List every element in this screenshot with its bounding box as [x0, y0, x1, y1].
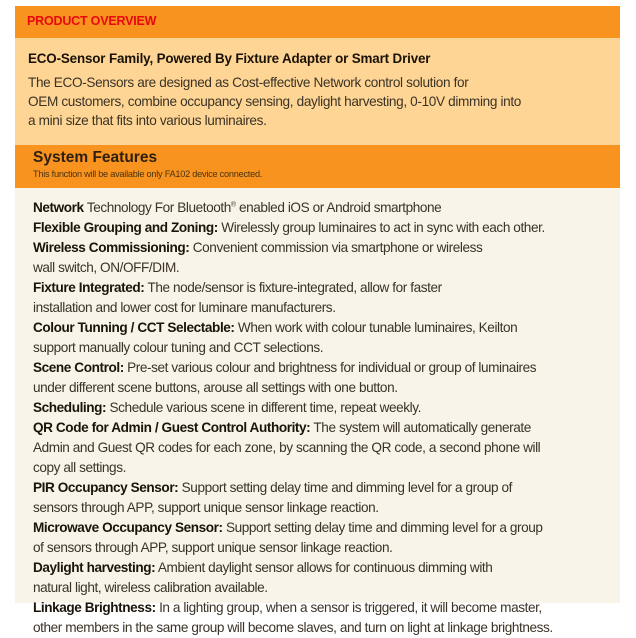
- overview-panel: [15, 38, 620, 145]
- feature-text: Admin and Guest QR codes for each zone, by scanning the QR code, a second phone will: [33, 440, 541, 455]
- feature-item-microwave-cont: [33, 538, 553, 558]
- feature-text: Pre-set various colour and brightness for individual or group of luminaires: [127, 360, 537, 375]
- product-overview-header: [15, 6, 620, 38]
- features-panel: [15, 188, 620, 635]
- feature-text: other members in the same group will become slaves, and turn on light at linkage brightness.: [33, 620, 553, 635]
- feature-label: Fixture Integrated:: [33, 280, 145, 295]
- feature-text: support manually colour tuning and CCT selections.: [33, 340, 324, 355]
- feature-item-scene: [33, 358, 553, 378]
- feature-label: Flexible Grouping and Zoning:: [33, 220, 218, 235]
- feature-item-fixture: [33, 278, 553, 298]
- feature-item-scene-cont: [33, 378, 553, 398]
- paragraph-line: The ECO-Sensors are designed as Cost-effective Network control solution for: [28, 75, 469, 90]
- feature-text: Support setting delay time and dimming level for a group: [225, 520, 543, 535]
- features-subtitle: This function will be available only FA102 device connected.: [33, 169, 263, 179]
- paragraph-line: a mini size that fits into various luminaires.: [28, 113, 267, 129]
- feature-label: Scheduling:: [33, 400, 107, 415]
- feature-item-daylight-cont: [33, 578, 553, 598]
- system-features-header: [15, 145, 620, 188]
- feature-label: Scene Control:: [33, 360, 124, 375]
- feature-text: installation and lower cost for luminare manufacturers.: [33, 300, 336, 315]
- feature-text: Technology For Bluetooth: [86, 200, 231, 215]
- feature-text: sensors through APP, support unique sensor linkage reaction.: [33, 500, 379, 515]
- feature-text: Ambient daylight sensor allows for continuous dimming with: [157, 560, 493, 575]
- feature-item-linkage: [33, 598, 553, 618]
- feature-item-linkage-cont: [33, 618, 553, 638]
- feature-text: Convenient commission via smartphone or wireless: [192, 240, 483, 255]
- feature-label: Linkage Brightness:: [33, 600, 156, 615]
- feature-text: under different scene buttons, arouse all settings with one button.: [33, 380, 398, 395]
- feature-label: Colour Tunning / CCT Selectable:: [33, 320, 235, 335]
- feature-text: In a lighting group, when a sensor is triggered, it will become master,: [159, 600, 542, 615]
- feature-item-commissioning-cont: [33, 258, 553, 278]
- feature-text: Schedule various scene in different time, repeat weekly.: [109, 400, 422, 415]
- feature-label: Network: [33, 200, 84, 215]
- feature-item-qr: [33, 418, 553, 438]
- feature-text: natural light, wireless calibration available.: [33, 580, 268, 595]
- feature-text: Wirelessly group luminaires to act in sync with each other.: [221, 220, 545, 235]
- feature-label: QR Code for Admin / Guest Control Authority:: [33, 420, 311, 435]
- feature-item-pir-cont: [33, 498, 553, 518]
- features-title: System Features: [33, 149, 158, 166]
- feature-text: copy all settings.: [33, 460, 126, 475]
- feature-label: Daylight harvesting:: [33, 560, 156, 575]
- feature-item-scheduling: [33, 398, 553, 418]
- feature-text: of sensors through APP, support unique sensor linkage reaction.: [33, 540, 393, 555]
- feature-text: When work with colour tunable luminaires, Keilton: [237, 320, 518, 335]
- feature-item-commissioning: [33, 238, 553, 258]
- feature-item-network: [33, 198, 553, 218]
- feature-text: enabled iOS or Android smartphone: [239, 200, 442, 215]
- overview-paragraph: [28, 73, 521, 131]
- feature-item-daylight: [33, 558, 553, 578]
- feature-text: Support setting delay time and dimming level for a group of: [181, 480, 513, 495]
- feature-item-grouping: [33, 218, 553, 238]
- overview-heading: ECO-Sensor Family, Powered By Fixture Adapter or Smart Driver: [28, 51, 431, 66]
- feature-text: The system will automatically generate: [313, 420, 531, 435]
- feature-label: PIR Occupancy Sensor:: [33, 480, 179, 495]
- feature-text: The node/sensor is fixture-integrated, allow for faster: [147, 280, 442, 295]
- feature-text: wall switch, ON/OFF/DIM.: [33, 260, 180, 275]
- features-list: [33, 198, 553, 638]
- feature-label: Microwave Occupancy Sensor:: [33, 520, 223, 535]
- feature-item-fixture-cont: [33, 298, 553, 318]
- feature-item-colour-cont: [33, 338, 553, 358]
- feature-item-pir: [33, 478, 553, 498]
- feature-item-qr-cont: [33, 438, 553, 458]
- feature-label: Wireless Commissioning:: [33, 240, 190, 255]
- paragraph-line: OEM customers, combine occupancy sensing, daylight harvesting, 0-10V dimming into: [28, 94, 521, 110]
- registered-mark: ®: [230, 201, 236, 209]
- feature-item-colour: [33, 318, 553, 338]
- feature-item-microwave: [33, 518, 553, 538]
- feature-item-qr-cont: [33, 458, 553, 478]
- section-title: PRODUCT OVERVIEW: [27, 14, 157, 28]
